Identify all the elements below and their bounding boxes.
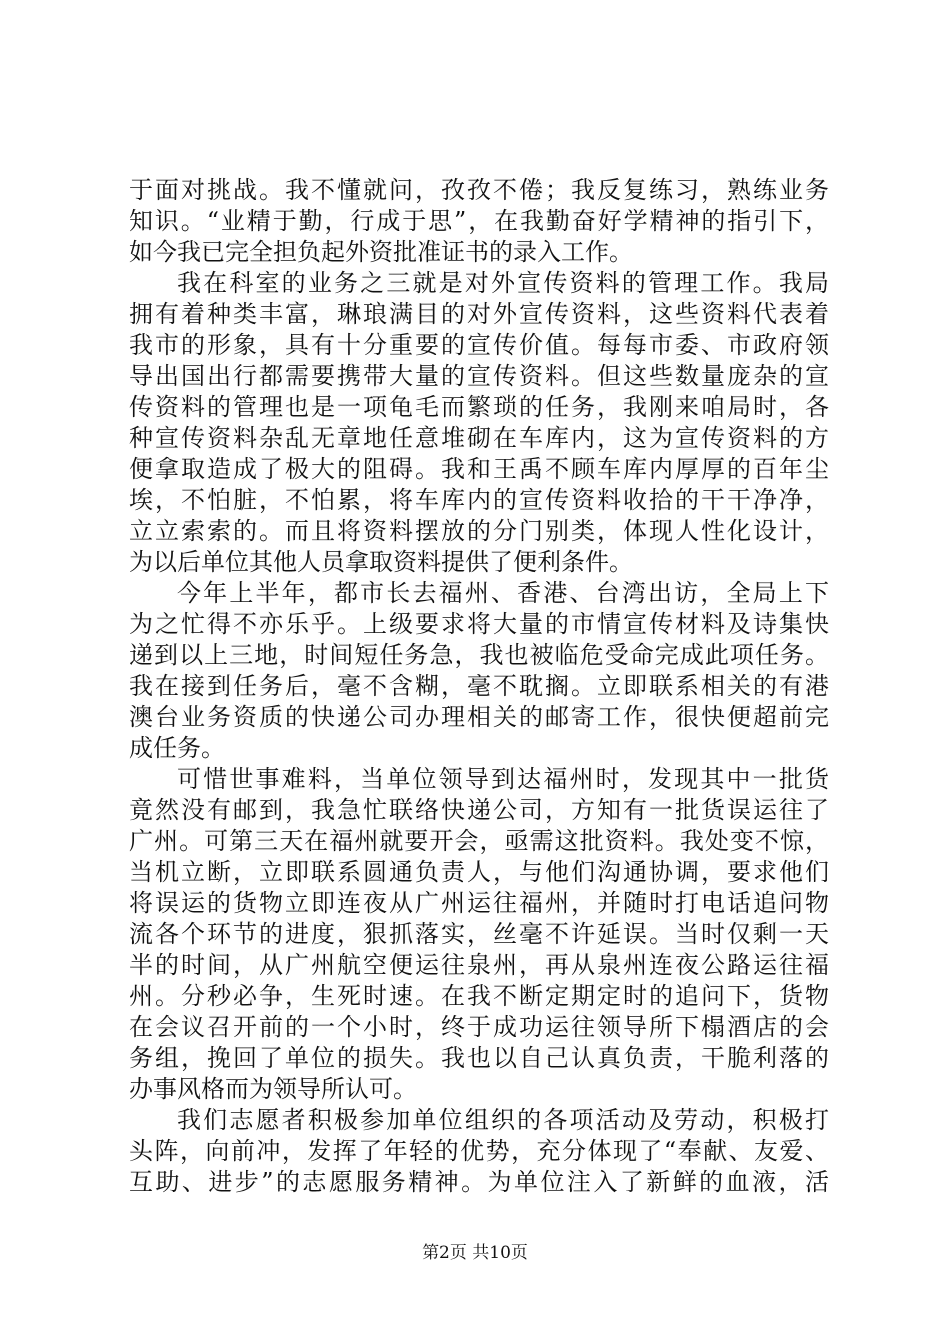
text-line: 头阵，向前冲，发挥了年轻的优势，充分体现了“奉献、友爱、 (129, 1137, 829, 1165)
text-line: 埃，不怕脏，不怕累，将车库内的宣传资料收拾的干干净净， (129, 486, 829, 514)
text-line: 可惜世事难料，当单位领导到达福州时，发现其中一批货 (177, 765, 829, 793)
text-line: 互助、进步”的志愿服务精神。为单位注入了新鲜的血液，活 (129, 1168, 829, 1196)
text-line: 竟然没有邮到，我急忙联络快递公司，方知有一批货误运往了 (129, 796, 829, 824)
text-line: 流各个环节的进度，狠抓落实，丝毫不许延误。当时仅剩一天 (129, 920, 829, 948)
text-line: 广州。可第三天在福州就要开会，亟需这批资料。我处变不惊， (129, 827, 829, 855)
text-line: 半的时间，从广州航空便运往泉州，再从泉州连夜公路运往福 (129, 951, 829, 979)
text-line: 将误运的货物立即连夜从广州运往福州，并随时打电话追问物 (129, 889, 829, 917)
text-line: 我在科室的业务之三就是对外宣传资料的管理工作。我局 (177, 269, 829, 297)
text-line: 如今我已完全担负起外资批准证书的录入工作。 (129, 238, 633, 266)
text-line: 拥有着种类丰富，琳琅满目的对外宣传资料，这些资料代表着 (129, 300, 829, 328)
text-line: 州。分秒必争，生死时速。在我不断定期定时的追问下，货物 (129, 982, 829, 1010)
text-line: 成任务。 (129, 734, 225, 762)
text-line: 递到以上三地，时间短任务急，我也被临危受命完成此项任务。 (129, 641, 829, 669)
text-line: 当机立断，立即联系圆通负责人，与他们沟通协调，要求他们 (129, 858, 829, 886)
text-line: 便拿取造成了极大的阻碍。我和王禹不顾车库内厚厚的百年尘 (129, 455, 829, 483)
page-footer: 第2页 共10页 (422, 1243, 528, 1263)
text-line: 于面对挑战。我不懂就问，孜孜不倦；我反复练习，熟练业务 (129, 176, 829, 204)
text-line: 务组，挽回了单位的损失。我也以自己认真负责，干脆利落的 (129, 1044, 829, 1072)
text-line: 我在接到任务后，毫不含糊，毫不耽搁。立即联系相关的有港 (129, 672, 829, 700)
text-line: 种宣传资料杂乱无章地任意堆砌在车库内，这为宣传资料的方 (129, 424, 829, 452)
text-line: 澳台业务资质的快递公司办理相关的邮寄工作，很快便超前完 (129, 703, 829, 731)
text-line: 传资料的管理也是一项龟毛而繁琐的任务，我刚来咱局时，各 (129, 393, 829, 421)
text-line: 我们志愿者积极参加单位组织的各项活动及劳动，积极打 (177, 1106, 829, 1134)
text-line: 为之忙得不亦乐乎。上级要求将大量的市情宣传材料及诗集快 (129, 610, 829, 638)
text-line: 导出国出行都需要携带大量的宣传资料。但这些数量庞杂的宣 (129, 362, 829, 390)
text-line: 知识。“业精于勤，行成于思”，在我勤奋好学精神的指引下， (129, 207, 829, 235)
text-line: 办事风格而为领导所认可。 (129, 1075, 417, 1103)
text-line: 为以后单位其他人员拿取资料提供了便利条件。 (129, 548, 633, 576)
text-line: 今年上半年，都市长去福州、香港、台湾出访，全局上下 (177, 579, 829, 607)
text-line: 在会议召开前的一个小时，终于成功运往领导所下榻酒店的会 (129, 1013, 829, 1041)
text-line: 立立索索的。而且将资料摆放的分门别类，体现人性化设计， (129, 517, 829, 545)
text-line: 我市的形象，具有十分重要的宣传价值。每每市委、市政府领 (129, 331, 829, 359)
document-body (129, 175, 829, 1198)
